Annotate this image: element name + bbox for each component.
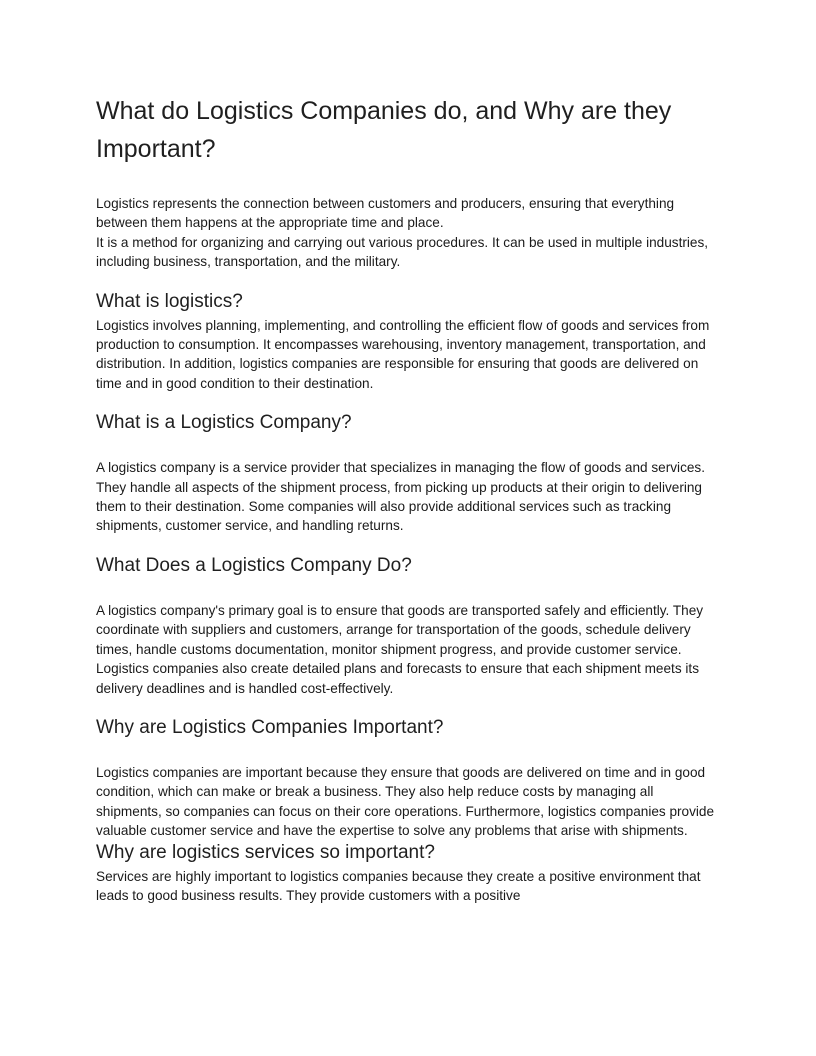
document-page bbox=[96, 92, 722, 905]
section-heading-what-is-logistics: What is logistics? bbox=[96, 290, 243, 312]
section-body-why-are-logistics-companies-important: Logistics companies are important because they ensure that goods are delivered on time and in good condition, which can make or break a business. They also help reduce costs by managing all shipments, so companies can focus on their core operations. Furthermore, logistics companies provide valuable customer service and have the expertise to solve any problems that arise with shipments. bbox=[96, 764, 715, 839]
section-body-what-is-logistics: Logistics involves planning, implementing, and controlling the efficient flow of goods and services from production to consumption. It encompasses warehousing, inventory management, transportation, and distribution. In addition, logistics companies are responsible for ensuring that goods are delivered on time and in good condition to their destination. bbox=[96, 317, 710, 391]
section-body-what-does-a-logistics-company-do: A logistics company's primary goal is to ensure that goods are transported safely and efficiently. They coordinate with suppliers and customers, arrange for transportation of the goods, schedule delivery times, handle customs documentation, monitor shipment progress, and provide customer service. Logistics companies also create detailed plans and forecasts to ensure that each shipment meets its delivery deadlines and is handled cost-effectively. bbox=[96, 602, 704, 696]
section-body-what-is-a-logistics-company: A logistics company is a service provider that specializes in managing the flow of goods and services. They handle all aspects of the shipment process, from picking up products at their origin to delivering them to their destination. Some companies will also provide additional services such as tracking shipments, customer service, and handling returns. bbox=[96, 460, 706, 534]
intro-paragraph: Logistics represents the connection between customers and producers, ensuring that everything between them happens at the appropriate time and place. It is a method for organizing and carrying out various procedures. It can be used in multiple industries, including business, transportation, and the military. bbox=[96, 196, 709, 270]
document-title: What do Logistics Companies do, and Why are they Important? bbox=[96, 97, 672, 163]
section-heading-why-are-logistics-services-important: Why are logistics services so important? bbox=[96, 841, 435, 863]
section-heading-what-is-a-logistics-company: What is a Logistics Company? bbox=[96, 412, 352, 434]
section-body-why-are-logistics-services-important: Services are highly important to logistics companies because they create a positive environment that leads to good business results. They provide customers with a positive bbox=[96, 868, 701, 903]
section-heading-what-does-a-logistics-company-do: What Does a Logistics Company Do? bbox=[96, 554, 412, 576]
section-heading-why-are-logistics-companies-important: Why are Logistics Companies Important? bbox=[96, 716, 444, 738]
